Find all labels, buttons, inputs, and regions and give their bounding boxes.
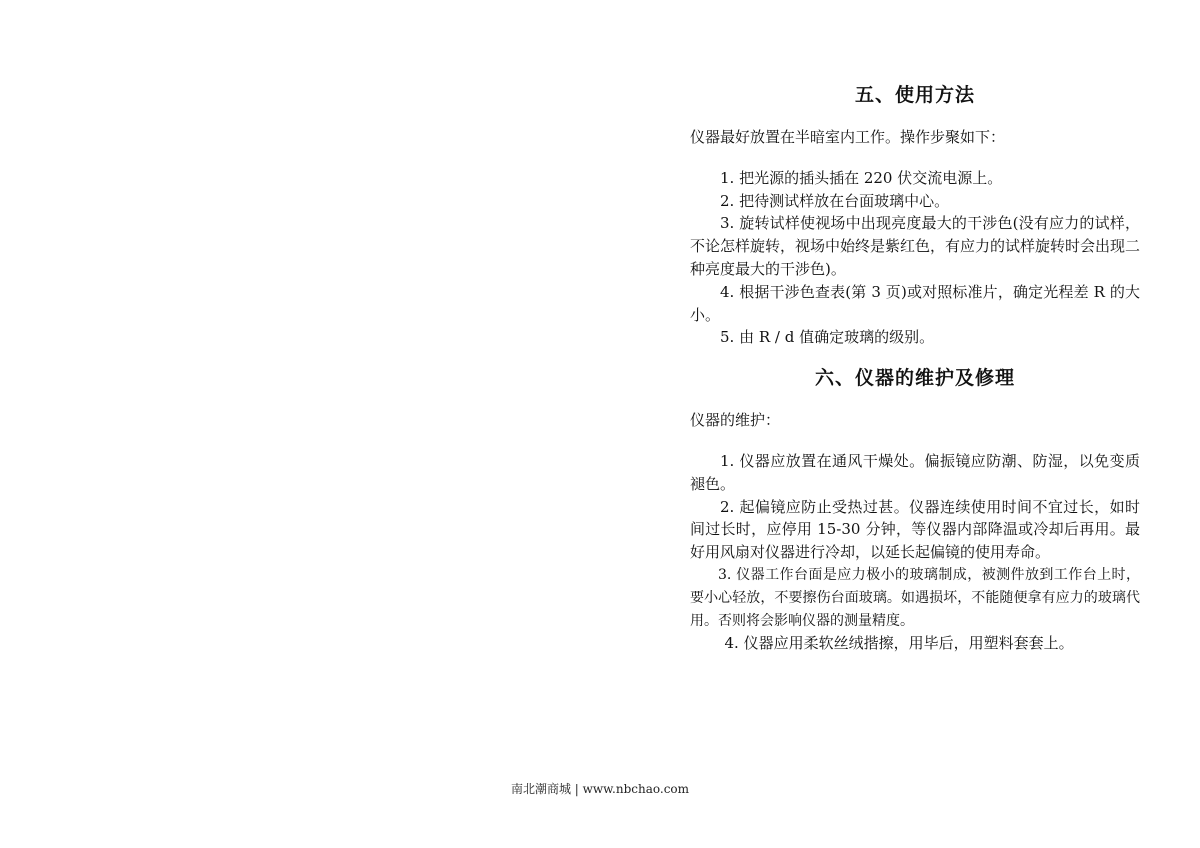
section-6-intro: 仪器的维护：	[690, 411, 781, 430]
maintenance-item-1: 1. 仪器应放置在通风干燥处。偏振镜应防潮、防湿，以免变质褪色。	[690, 451, 1140, 493]
maintenance-item-2: 2. 起偏镜应防止受热过甚。仪器连续使用时间不宜过长，如时间过长时，应停用 15-30 分钟，等仪器内部降温或冷却后再用。最好用风扇对仪器进行冷却，以延长起偏镜的使用寿命。	[690, 497, 1140, 562]
section-spacer	[690, 349, 1140, 361]
step-1: 1. 把光源的插头插在 220 伏交流电源上。	[720, 168, 1003, 187]
maintenance-item-3: 3. 仪器工作台面是应力极小的玻璃制成，被测件放到工作台上时，要小心轻放，不要擦伤台面玻璃。如遇损坏，不能随便拿有应力的玻璃代用。否则将会影响仪器的测量精度。	[690, 566, 1140, 629]
step-3: 3. 旋转试样使视场中出现亮度最大的干涉色(没有应力的试样，不论怎样旋转，视场中始终是紫红色，有应力的试样旋转时会出现二种亮度最大的干涉色)。	[690, 214, 1141, 278]
maintenance-item-4: 4. 仪器应用柔软丝绒揩擦，用毕后，用塑料套套上。	[724, 634, 1074, 653]
step-2: 2. 把待测试样放在台面玻璃中心。	[720, 191, 950, 210]
section-6-title: 六、仪器的维护及修理	[814, 367, 1015, 390]
step-4: 4. 根据干涉色查表(第 3 页)或对照标准片，确定光程差 R 的大小。	[690, 282, 1140, 324]
right-column	[690, 78, 1140, 655]
page-footer: 南北潮商城 | www.nbchao.com	[510, 782, 690, 796]
step-5: 5. 由 R / d 值确定玻璃的级别。	[720, 328, 935, 347]
section-5-intro: 仪器最好放置在半暗室内工作。操作步聚如下：	[690, 128, 1006, 146]
section-5-title: 五、使用方法	[854, 84, 975, 106]
